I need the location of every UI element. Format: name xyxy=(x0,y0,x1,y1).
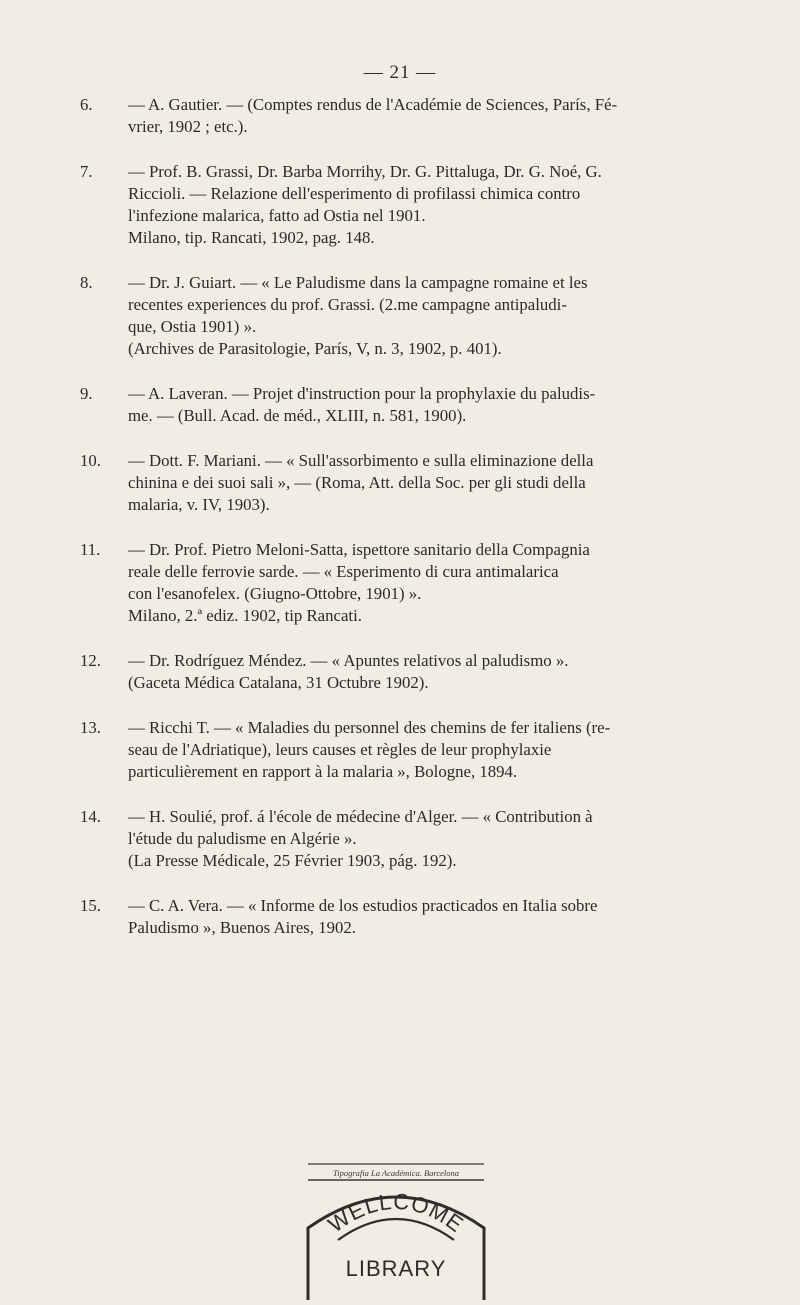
reference-number: 11. xyxy=(80,540,101,559)
reference-line: l'étude du paludisme en Algérie ». xyxy=(128,829,357,848)
reference-line: — Dr. Rodríguez Méndez. — « Apuntes relativos al paludismo ». xyxy=(128,651,569,670)
reference-line: seau de l'Adriatique), leurs causes et règles de leur prophylaxie xyxy=(128,740,552,759)
reference-line: (Archives de Parasitologie, París, V, n. 3, 1902, p. 401). xyxy=(128,339,502,358)
reference-line: — Ricchi T. — « Maladies du personnel des chemins de fer italiens (re- xyxy=(128,718,611,737)
reference-line: — Dr. Prof. Pietro Meloni-Satta, ispettore sanitario della Compagnia xyxy=(128,540,590,559)
reference-entry xyxy=(80,94,722,138)
reference-line: l'infezione malarica, fatto ad Ostia nel 1901. xyxy=(128,206,426,225)
reference-entry xyxy=(80,272,722,360)
reference-line: — H. Soulié, prof. á l'école de médecine d'Alger. — « Contribution à xyxy=(128,807,593,826)
reference-line: particulièrement en rapport à la malaria », Bologne, 1894. xyxy=(128,762,518,781)
reference-line: con l'esanofelex. (Giugno-Ottobre, 1901) ». xyxy=(128,584,422,603)
reference-line: — Prof. B. Grassi, Dr. Barba Morrihy, Dr. G. Pittaluga, Dr. G. Noé, G. xyxy=(128,162,602,181)
page-number: — 21 — xyxy=(363,62,437,83)
reference-line: Milano, 2.ª ediz. 1902, tip Rancati. xyxy=(128,606,362,625)
reference-line: malaria, v. IV, 1903). xyxy=(128,495,270,514)
reference-line: Paludismo », Buenos Aires, 1902. xyxy=(128,918,356,937)
reference-line: — Dott. F. Mariani. — « Sull'assorbimento e sulla eliminazione della xyxy=(128,451,594,470)
reference-entry xyxy=(80,895,722,939)
library-stamp xyxy=(278,1158,518,1300)
reference-line: — C. A. Vera. — « Informe de los estudios practicados en Italia sobre xyxy=(128,896,598,915)
reference-entry xyxy=(80,717,722,783)
reference-line: Riccioli. — Relazione dell'esperimento di profilassi chimica contro xyxy=(128,184,581,203)
printer-line: Tipografia La Académica. Barcelona xyxy=(332,1168,460,1178)
reference-number: 12. xyxy=(80,651,101,670)
reference-number: 8. xyxy=(80,273,93,292)
reference-entry xyxy=(80,806,722,872)
reference-line: chinina e dei suoi sali », — (Roma, Att. della Soc. per gli studi della xyxy=(128,473,586,492)
reference-line: (Gaceta Médica Catalana, 31 Octubre 1902). xyxy=(128,673,429,692)
reference-line: — A. Laveran. — Projet d'instruction pour la prophylaxie du paludis- xyxy=(128,384,596,403)
stamp-arc-text: WELLCOME xyxy=(323,1188,469,1238)
reference-line: Milano, tip. Rancati, 1902, pag. 148. xyxy=(128,228,375,247)
reference-line: me. — (Bull. Acad. de méd., XLIII, n. 581, 1900). xyxy=(128,406,467,425)
reference-entry xyxy=(80,161,722,249)
reference-number: 7. xyxy=(80,162,93,181)
reference-number: 15. xyxy=(80,896,101,915)
reference-line: — A. Gautier. — (Comptes rendus de l'Académie de Sciences, París, Fé- xyxy=(128,95,618,114)
reference-number: 9. xyxy=(80,384,93,403)
reference-number: 6. xyxy=(80,95,93,114)
reference-number: 10. xyxy=(80,451,101,470)
reference-number: 13. xyxy=(80,718,101,737)
reference-line: (La Presse Médicale, 25 Février 1903, pág. 192). xyxy=(128,851,457,870)
reference-list xyxy=(80,94,722,962)
reference-line: — Dr. J. Guiart. — « Le Paludisme dans la campagne romaine et les xyxy=(128,273,588,292)
reference-entry xyxy=(80,450,722,516)
reference-line: que, Ostia 1901) ». xyxy=(128,317,257,336)
stamp-label: LIBRARY xyxy=(345,1256,447,1281)
reference-entry xyxy=(80,650,722,694)
library-stamp-graphic xyxy=(278,1158,518,1300)
reference-entry xyxy=(80,383,722,427)
reference-line: reale delle ferrovie sarde. — « Esperimento di cura antimalarica xyxy=(128,562,559,581)
reference-line: recentes experiences du prof. Grassi. (2.me campagne antipaludi- xyxy=(128,295,567,314)
reference-entry xyxy=(80,539,722,627)
reference-line: vrier, 1902 ; etc.). xyxy=(128,117,248,136)
reference-number: 14. xyxy=(80,807,101,826)
